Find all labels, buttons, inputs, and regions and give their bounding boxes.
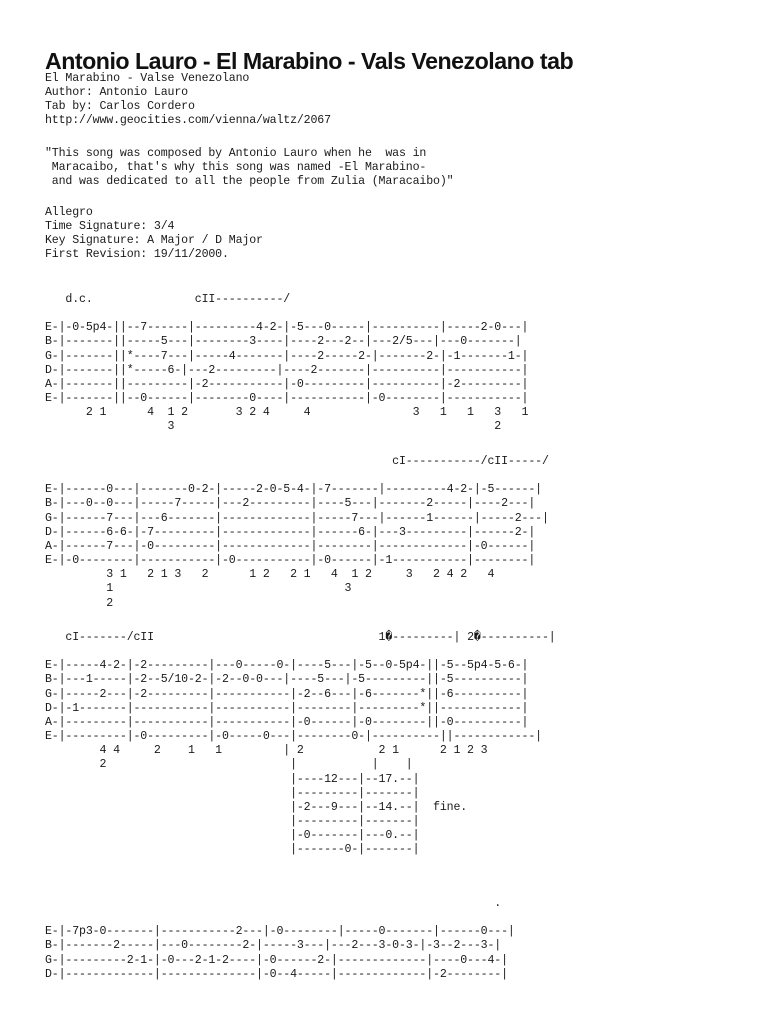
tab-line: A-|-------||---------|-2-----------|-0---------|----------|-2---------| <box>45 377 529 391</box>
tab-line <box>45 307 528 321</box>
tab-line: E-|-------||--0------|--------0----|-----------|-0--------|-----------| <box>45 392 529 406</box>
header-line-url: http://www.geocities.com/vienna/waltz/2067 <box>45 114 331 128</box>
tab-line: E-|------0---|-------0-2-|-----2-0-5-4-|-7-------|---------4-2-|-5------| <box>45 483 542 497</box>
tab-line: E-|-7p3-0-------|-----------2---|-0--------|-----0-------|------0---| <box>45 925 515 939</box>
tab-line: G-|-------||*----7---|-----4-------|----2-----2-|-------2-|-1-------1-| <box>45 349 529 363</box>
song-info <box>45 206 263 263</box>
song-quote <box>45 147 453 189</box>
tab-line: B-|---0--0---|-----7-----|---2---------|----5---|-------2-----|----2---| <box>45 497 536 511</box>
quote-line: Maracaibo, that's why this song was named -El Marabino- <box>45 161 427 175</box>
tab-line: A-|------7---|-0---------|-------------|--------|-------------|-0------| <box>45 539 536 553</box>
tab-line: 3 1 2 1 3 2 1 2 2 1 4 1 2 3 2 4 2 4 <box>45 568 495 582</box>
tab-line: D-|-------------|--------------|-0--4-----|-------------|-2--------| <box>45 967 508 981</box>
tab-line: B-|---1-----|-2--5/10-2-|-2--0-0---|----5---|-5---------||-5----------| <box>45 673 529 687</box>
tab-line: |-2---9---|--14.--| fine. <box>45 800 468 814</box>
tab-line: A-|---------|-----------|-----------|-0------|-0--------||-0----------| <box>45 715 529 729</box>
info-time-signature: Time Signature: 3/4 <box>45 220 175 234</box>
tab-system-4 <box>45 897 515 982</box>
tab-line: D-|------6-6-|-7---------|-------------|------6-|---3---------|------2-| <box>45 525 536 539</box>
header-line-tab-by: Tab by: Carlos Cordero <box>45 100 195 114</box>
tab-line: B-|-------||-----5---|--------3----|----2---2--|---2/5---|---0-------| <box>45 335 522 349</box>
tab-line: |---------|-------| <box>45 815 420 829</box>
tab-line: 1 3 <box>45 582 352 596</box>
tab-line: cI-----------/cII-----/ <box>45 455 549 468</box>
tab-line: 2 1 4 1 2 3 2 4 4 3 1 1 3 1 <box>45 406 529 420</box>
tab-line: G-|-----2---|-2---------|-----------|-2--6---|-6-------*||-6----------| <box>45 687 529 701</box>
header-line-name: El Marabino - Valse Venezolano <box>45 72 250 85</box>
tab-line <box>45 645 556 659</box>
info-tempo: Allegro <box>45 206 93 219</box>
tab-line <box>45 469 549 483</box>
song-header <box>45 72 331 129</box>
tab-line <box>45 911 515 925</box>
tab-system-2 <box>45 455 549 611</box>
tab-line: D-|-1-------|-----------|-----------|--------|---------*||------------| <box>45 701 529 715</box>
tab-line: D-|-------||*-----6-|---2---------|----2-------|----------|-----------| <box>45 363 529 377</box>
tab-line: |-------0-|-------| <box>45 843 420 857</box>
tab-line: |----12---|--17.--| <box>45 772 420 786</box>
tab-line: B-|-------2-----|---0--------2-|-----3---|---2---3-0-3-|-3--2---3-| <box>45 939 502 953</box>
tab-line: E-|---------|-0---------|-0-----0---|--------0-|----------||------------| <box>45 730 542 744</box>
tab-line: 2 | | | <box>45 758 413 772</box>
tab-line: E-|-0-5p4-||--7------|---------4-2-|-5---0-----|----------|-----2-0---| <box>45 321 529 335</box>
tab-line: 2 <box>45 596 114 610</box>
tab-line: E-|-----4-2-|-2---------|---0-----0-|----5---|-5--0-5p4-||-5--5p4-5-6-| <box>45 659 529 673</box>
tab-line: E-|-0--------|-----------|-0-----------|-0------|-1-----------|--------| <box>45 554 536 568</box>
header-line-author: Author: Antonio Lauro <box>45 86 188 100</box>
info-key-signature: Key Signature: A Major / D Major <box>45 234 263 248</box>
tab-line: d.c. cII----------/ <box>45 293 291 306</box>
tab-line: 3 2 <box>45 420 502 434</box>
tab-line: cI-------/cII 1�---------| 2�----------| <box>45 631 556 644</box>
info-revision: First Revision: 19/11/2000. <box>45 248 229 262</box>
tab-system-1 <box>45 293 528 435</box>
tab-system-3 <box>45 631 556 858</box>
quote-line: "This song was composed by Antonio Lauro when he was in <box>45 147 427 160</box>
quote-line: and was dedicated to all the people from Zulia (Maracaibo)" <box>45 175 454 189</box>
tab-line: G-|------7---|---6-------|-------------|-----7---|------1------|-----2---| <box>45 511 549 525</box>
tab-line: . <box>45 897 502 910</box>
tab-line: 4 4 2 1 1 | 2 2 1 2 1 2 3 <box>45 744 488 758</box>
tab-line: |---------|-------| <box>45 786 420 800</box>
page-title: Antonio Lauro - El Marabino - Vals Venezolano tab <box>45 48 574 74</box>
tab-line: G-|---------2-1-|-0---2-1-2----|-0------2-|-------------|----0---4-| <box>45 953 508 967</box>
tab-line: |-0-------|---0.--| <box>45 829 420 843</box>
